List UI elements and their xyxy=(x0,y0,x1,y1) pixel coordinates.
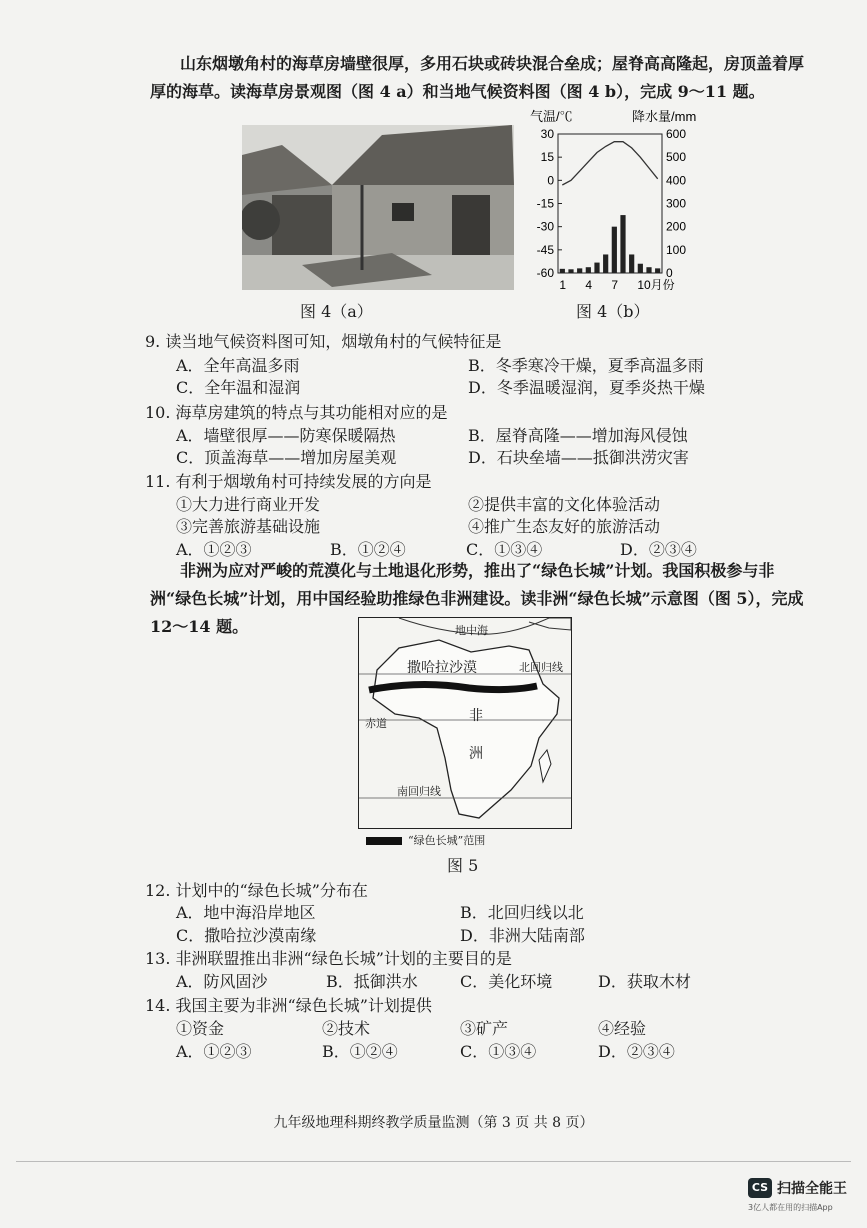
precipitation-bar xyxy=(655,268,660,273)
temperature-line xyxy=(562,142,657,185)
precipitation-bar xyxy=(603,254,608,273)
precipitation-axis-title: 降水量/mm xyxy=(632,109,697,124)
q9-option-d: D．冬季温暖湿润，夏季炎热干燥 xyxy=(468,378,705,397)
q14-option-a: A．①②③ xyxy=(176,1042,252,1061)
precipitation-bar xyxy=(594,263,599,273)
figure-4a-caption: 图 4（a） xyxy=(300,302,373,321)
q11-option-b: B．①②④ xyxy=(330,540,406,559)
label-africa-2: 洲 xyxy=(469,746,483,762)
q13-option-b: B．抵御洪水 xyxy=(326,972,418,991)
q10-option-b: B．屋脊高隆——增加海风侵蚀 xyxy=(468,426,688,445)
q12-option-a: A．地中海沿岸地区 xyxy=(176,903,316,922)
q13-stem: 13. 非洲联盟推出非洲“绿色长城”计划的主要目的是 xyxy=(145,949,512,968)
intro-paragraph-2: 非洲为应对严峻的荒漠化与土地退化形势，推出了“绿色长城”计划。我国积极参与非洲“绿色长城”计划，用中国经验助推绿色非洲建设。读非洲“绿色长城”示意图（图 5），完成 12～14 题。 xyxy=(150,561,804,636)
temperature-tick-label: 30 xyxy=(540,127,554,141)
temperature-axis-title: 气温/℃ xyxy=(530,109,573,124)
precipitation-bar xyxy=(620,215,625,273)
q12-option-b: B．北回归线以北 xyxy=(460,903,584,922)
precipitation-bar xyxy=(646,267,651,273)
precipitation-bar xyxy=(568,269,573,273)
q13-option-d: D．获取木材 xyxy=(598,972,691,991)
label-equator: 赤道 xyxy=(365,717,387,730)
q11-item-3: ③完善旅游基础设施 xyxy=(176,517,321,536)
q14-option-d: D．②③④ xyxy=(598,1042,675,1061)
month-tick-label: 1 xyxy=(559,278,567,292)
precipitation-tick-label: 400 xyxy=(666,173,687,188)
intro-paragraph-1: 山东烟墩角村的海草房墙壁很厚，多用石块或砖块混合垒成；屋脊高高隆起，房顶盖着厚厚的海草。读海草房景观图（图 4 a）和当地气候资料图（图 4 b），完成 9～11 题。 xyxy=(150,54,805,101)
legend-label: “绿色长城”范围 xyxy=(408,834,486,847)
label-tropic-of-cancer: 北回归线 xyxy=(519,661,563,674)
precipitation-tick-label: 300 xyxy=(666,196,687,211)
figure-5-caption: 图 5 xyxy=(447,856,479,875)
q14-item-3: ③矿产 xyxy=(460,1019,509,1038)
temperature-tick-label: -60 xyxy=(536,266,554,280)
seaweed-house-photo xyxy=(242,125,514,290)
precipitation-bar xyxy=(577,268,582,273)
climate-chart xyxy=(520,102,710,302)
precipitation-bar xyxy=(560,269,565,273)
precipitation-bar xyxy=(586,267,591,273)
q12-option-d: D．非洲大陆南部 xyxy=(460,926,585,945)
q9-option-c: C．全年温和湿润 xyxy=(176,378,301,397)
precipitation-bar xyxy=(629,254,634,273)
q12-option-c: C．撒哈拉沙漠南缘 xyxy=(176,926,317,945)
q10-option-d: D．石块垒墙——抵御洪涝灾害 xyxy=(468,448,689,467)
temperature-tick-label: 15 xyxy=(540,150,554,165)
page-footer: 九年级地理科期终教学质量监测（第 3 页 共 8 页） xyxy=(273,1115,594,1131)
camscanner-name: 扫描全能王 xyxy=(777,1181,847,1197)
q14-item-4: ④经验 xyxy=(598,1019,647,1038)
label-mediterranean: 地中海 xyxy=(455,624,488,637)
q9-option-b: B．冬季寒冷干燥，夏季高温多雨 xyxy=(468,356,704,375)
q10-stem: 10. 海草房建筑的特点与其功能相对应的是 xyxy=(145,403,448,422)
label-sahara: 撒哈拉沙漠 xyxy=(407,660,477,676)
precipitation-tick-label: 0 xyxy=(666,266,673,280)
q11-item-4: ④推广生态友好的旅游活动 xyxy=(468,517,661,536)
temperature-tick-label: -15 xyxy=(536,196,554,211)
camscanner-tagline: 3亿人都在用的扫描App xyxy=(748,1203,833,1212)
temperature-tick-label: 0 xyxy=(547,173,554,188)
precipitation-tick-label: 500 xyxy=(666,150,687,165)
precipitation-tick-label: 200 xyxy=(666,219,687,234)
q13-option-a: A．防风固沙 xyxy=(176,972,268,991)
legend-swatch xyxy=(366,837,402,845)
q11-option-a: A．①②③ xyxy=(176,540,252,559)
q14-option-c: C．①③④ xyxy=(460,1042,537,1061)
chart-frame xyxy=(558,134,662,273)
q11-option-c: C．①③④ xyxy=(466,540,543,559)
q10-option-c: C．顶盖海草——增加房屋美观 xyxy=(176,448,397,467)
q13-option-c: C．美化环境 xyxy=(460,972,553,991)
q12-stem: 12. 计划中的“绿色长城”分布在 xyxy=(145,881,368,900)
q11-option-d: D．②③④ xyxy=(620,540,697,559)
q14-option-b: B．①②④ xyxy=(322,1042,398,1061)
q14-stem: 14. 我国主要为非洲“绿色长城”计划提供 xyxy=(145,996,432,1015)
africa-green-wall-map xyxy=(358,617,572,829)
q9-option-a: A．全年高温多雨 xyxy=(176,356,300,375)
q9-stem: 9. 读当地气候资料图可知，烟墩角村的气候特征是 xyxy=(145,332,502,351)
camscanner-logo: CS xyxy=(748,1178,772,1198)
temperature-tick-label: -30 xyxy=(536,219,554,234)
precipitation-tick-label: 100 xyxy=(666,242,687,257)
month-tick-label: 10月份 xyxy=(637,278,675,292)
q11-stem: 11. 有利于烟墩角村可持续发展的方向是 xyxy=(145,472,432,491)
figure-4b-caption: 图 4（b） xyxy=(576,302,650,321)
label-tropic-of-capricorn: 南回归线 xyxy=(397,785,441,798)
q14-item-2: ②技术 xyxy=(322,1019,371,1038)
month-tick-label: 4 xyxy=(585,278,593,292)
scan-border xyxy=(16,1161,851,1162)
q10-option-a: A．墙壁很厚——防寒保暖隔热 xyxy=(176,426,396,445)
q14-item-1: ①资金 xyxy=(176,1019,225,1038)
label-africa-1: 非 xyxy=(469,708,483,724)
precipitation-tick-label: 600 xyxy=(666,127,687,141)
precipitation-bar xyxy=(638,264,643,273)
q11-item-1: ①大力进行商业开发 xyxy=(176,495,321,514)
madagascar-outline xyxy=(539,750,551,782)
month-tick-label: 7 xyxy=(611,278,619,292)
temperature-tick-label: -45 xyxy=(536,242,554,257)
precipitation-bar xyxy=(612,227,617,273)
q11-item-2: ②提供丰富的文化体验活动 xyxy=(468,495,661,514)
